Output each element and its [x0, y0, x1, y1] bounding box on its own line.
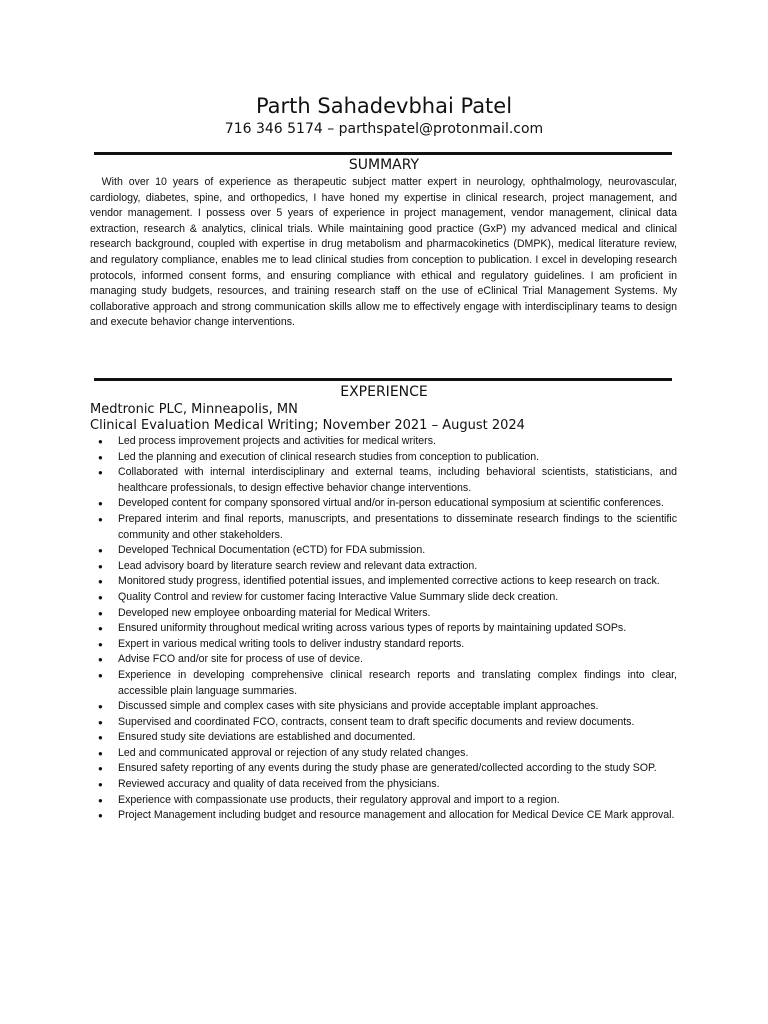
contact-line: 716 346 5174 – parthspatel@protonmail.com: [224, 121, 544, 137]
experience-divider: [94, 378, 672, 381]
job-bullet: ● Ensured safety reporting of any events during the study phase are generated/collected according to the study SOP.: [118, 761, 677, 777]
job-bullet: ● Developed content for company sponsored virtual and/or in-person educational symposium at scientific conferences.: [118, 496, 677, 512]
job-bullet: ● Ensured study site deviations are established and documented.: [118, 730, 677, 746]
job-bullet: ● Quality Control and review for customer facing Interactive Value Summary slide deck creation.: [118, 590, 677, 606]
job-bullet: ● Ensured uniformity throughout medical writing across various types of reports by maintaining updated SOPs.: [118, 621, 677, 637]
job-bullet: ● Prepared interim and final reports, manuscripts, and presentations to disseminate research findings to the scientific community and other stakeholders.: [118, 512, 677, 543]
job-bullet: ● Supervised and coordinated FCO, contracts, consent team to draft specific documents and review documents.: [118, 715, 677, 731]
summary-text: [90, 175, 677, 331]
job-bullet: ● Experience in developing comprehensive clinical research reports and translating complex findings into clear, accessible plain language summaries.: [118, 668, 677, 699]
job-bullet: ● Developed new employee onboarding material for Medical Writers.: [118, 606, 677, 622]
job-bullet: ● Led the planning and execution of clinical research studies from conception to publication.: [118, 450, 677, 466]
candidate-name: Parth Sahadevbhai Patel: [255, 94, 513, 118]
summary-body: With over 10 years of experience as therapeutic subject matter expert in neurology, ophthalmology, neurovascular, cardiology, diabetes, spine, and orthopedics, I have honed my expertise in clinical research, project management, and vendor management. I possess over 5 years of experience in project management, vendor management, clinical data extraction, research & analytics, clinical trials. While maintaining good practice (GxP) my advanced medical and clinical research background, coupled with expertise in drug metabolism and pharmacokinetics (DMPK), medical literature review, and regulatory compliance, enables me to lead clinical studies from conception to publication. I excel in developing research protocols, informed consent forms, and ensuring compliance with ethical and regulatory guidelines. I am proficient in managing study budgets, resources, and training research staff on the use of eClinical Trial Management Systems. My collaborative approach and strong communication skills allow me to effectively engage with interdisciplinary teams to design and execute behavior change interventions.: [90, 176, 677, 329]
job-bullet: ● Discussed simple and complex cases with site physicians and provide acceptable implant approaches.: [118, 699, 677, 715]
summary-heading: SUMMARY: [348, 157, 420, 173]
job-bullet: ● Advise FCO and/or site for process of use of device.: [118, 652, 677, 668]
experience-heading: EXPERIENCE: [340, 384, 428, 400]
summary-divider: [94, 152, 672, 155]
job-bullet: ● Project Management including budget and resource management and allocation for Medical Device CE Mark approval.: [118, 808, 677, 824]
job-bullet: ● Monitored study progress, identified potential issues, and implemented corrective actions to keep research on track.: [118, 574, 677, 590]
job-bullet: ● Experience with compassionate use products, their regulatory approval and import to a region.: [118, 793, 677, 809]
job-bullet: ● Developed Technical Documentation (eCTD) for FDA submission.: [118, 543, 677, 559]
job-role: Clinical Evaluation Medical Writing; November 2021 – August 2024: [90, 418, 525, 433]
job-bullet: ● Collaborated with internal interdisciplinary and external teams, including behavioral scientists, statisticians, and healthcare professionals, to design effective behavior change interventions.: [118, 465, 677, 496]
job-bullet: ● Reviewed accuracy and quality of data received from the physicians.: [118, 777, 677, 793]
job-bullet-list: [118, 434, 677, 824]
job-bullet: ● Lead advisory board by literature search review and relevant data extraction.: [118, 559, 677, 575]
job-bullet: ● Led process improvement projects and activities for medical writers.: [118, 434, 677, 450]
job-bullet: ● Expert in various medical writing tools to deliver industry standard reports.: [118, 637, 677, 653]
job-company: Medtronic PLC, Minneapolis, MN: [90, 402, 298, 417]
job-bullet: ● Led and communicated approval or rejection of any study related changes.: [118, 746, 677, 762]
